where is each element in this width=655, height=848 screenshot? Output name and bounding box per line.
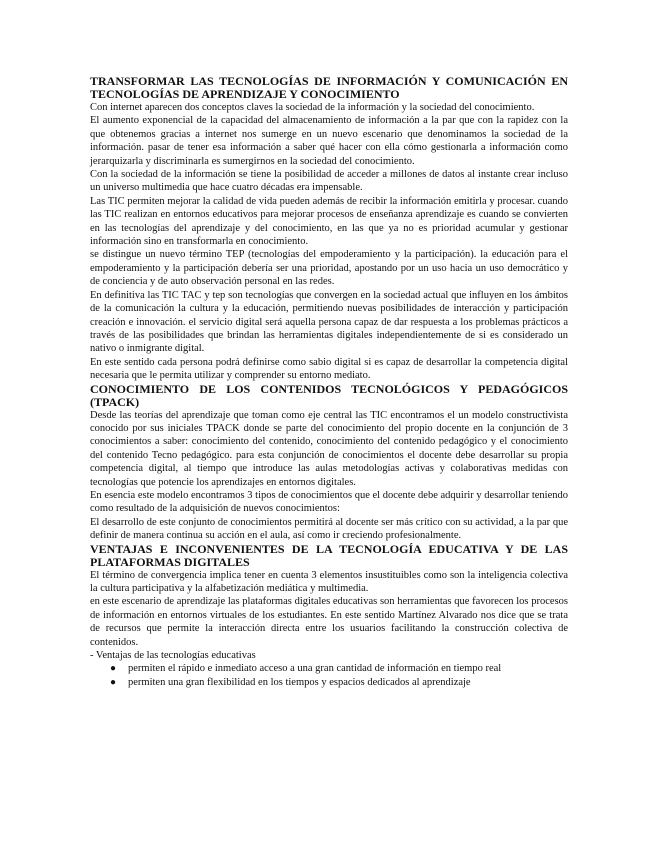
heading-ventajas: VENTAJAS E INCONVENIENTES DE LA TECNOLOGÍA EDUCATIVA Y DE LAS PLATAFORMAS DIGITALES bbox=[90, 541, 568, 569]
heading-tpack: CONOCIMIENTO DE LOS CONTENIDOS TECNOLÓGICOS Y PEDAGÓGICOS (TPACK) bbox=[90, 381, 568, 409]
list-item bbox=[90, 662, 568, 675]
paragraph: El aumento exponencial de la capacidad del almacenamiento de información a la par que con la rapidez con la que obtenemos gracias a internet nos sumerge en un nuevo escenario que denominamos la sociedad de la información. pasar de tener esa información a saber qué hacer con ella cómo gestionarla a información como jerarquizarla y discriminarla es sumergirnos en la sociedad del conocimiento. bbox=[90, 115, 568, 167]
list-item bbox=[90, 676, 568, 689]
paragraph: En definitiva las TIC TAC y tep son tecnologías que convergen en la sociedad actual que influyen en los ámbitos de la comunicación la cultura y la educación, permitiendo nuevas posibilidades de interacción y participación creación e innovación. el servicio digital será aquella persona capaz de dar respuesta a los problemas prácticos a través de las posibilidades que brindan las herramientas digitales independientemente de si es considerado un nativo o inmigrante digital. bbox=[90, 289, 568, 355]
paragraph: en este escenario de aprendizaje las plataformas digitales educativas son herramientas que favorecen los procesos de información en entornos virtuales de los estudiantes. En este sentido Martínez Alvarado nos dice que se trata de recursos que permite la interacción directa entre los usuarios facilitando la construcción colectiva de contenidos. bbox=[90, 596, 568, 648]
paragraph: En esencia este modelo encontramos 3 tipos de conocimientos que el docente debe adquirir y desarrollar teniendo como resultado de la adquisición de nuevos conocimientos: bbox=[90, 489, 568, 515]
paragraph: Con internet aparecen dos conceptos claves la sociedad de la información y la sociedad del conocimiento. bbox=[90, 102, 535, 113]
heading-tic-tac: TRANSFORMAR LAS TECNOLOGÍAS DE INFORMACIÓN Y COMUNICACIÓN EN TECNOLOGÍAS DE APRENDIZAJE Y CONOCIMIENTO bbox=[90, 74, 568, 101]
paragraph: En este sentido cada persona podrá definirse como sabio digital si es capaz de desarrollar la competencia digital necesaria que le permita utilizar y comprender su entorno mediato. bbox=[90, 356, 568, 382]
paragraph: Desde las teorías del aprendizaje que toman como eje central las TIC encontramos el un modelo constructivista conocido por sus iniciales TPACK donde se parte del conocimiento del propio docente en la conjunción de 3 conocimientos a saber: conocimiento del contenido, conocimiento del contenido pedagógico y el conocimiento del contenido Tecno pedagógico. para esta conjunción de conocimientos el docente debe desarrollar su propia competencia digital, al tiempo que introduce las aulas metodologías activas y colaborativas medidas con tecnologías que potencie los aprendizajes en entornos digitales. bbox=[90, 409, 568, 488]
paragraph: El término de convergencia implica tener en cuenta 3 elementos insustituibles como son la inteligencia colectiva la cultura participativa y la alfabetización mediática y multimedia. bbox=[90, 569, 568, 594]
bullet-icon: ● bbox=[110, 676, 117, 688]
document-page bbox=[90, 75, 568, 689]
list-intro: - Ventajas de las tecnologías educativas bbox=[90, 650, 256, 662]
paragraph: se distingue un nuevo término TEP (tecnologías del empoderamiento y la participación). la educación para el empoderamiento y la participación debería ser una prioridad, apostando por un uso hacia un uso democrático y de conciencia y de auto observación personal en las redes. bbox=[90, 249, 568, 288]
paragraph: Las TIC permiten mejorar la calidad de vida pueden además de recibir la información emitirla y procesar. cuando las TIC realizan en entornos educativos para mejorar procesos de enseñanza aprendizaje es cuando se convierten en las tecnologías del aprendizaje y del conocimiento, en las que ya no es prioridad acumular y gestionar información sino en transformarla en conocimiento. bbox=[90, 195, 568, 248]
paragraph: Con la sociedad de la información se tiene la posibilidad de acceder a millones de datos al instante crear incluso un universo multimedia que hace cuatro décadas era impensable. bbox=[90, 169, 568, 194]
bullet-icon: ● bbox=[110, 663, 117, 675]
list-item-text: permiten una gran flexibilidad en los tiempos y espacios dedicados al aprendizaje bbox=[128, 676, 471, 688]
list-item-text: permiten el rápido e inmediato acceso a una gran cantidad de información en tiempo real bbox=[128, 663, 502, 675]
paragraph: El desarrollo de este conjunto de conocimientos permitirá al docente ser más crítico con su actividad, a la par que definir de manera continua su acción en el aula, así como ir creciendo profesionalmente. bbox=[90, 516, 568, 542]
bullet-list bbox=[90, 662, 568, 689]
